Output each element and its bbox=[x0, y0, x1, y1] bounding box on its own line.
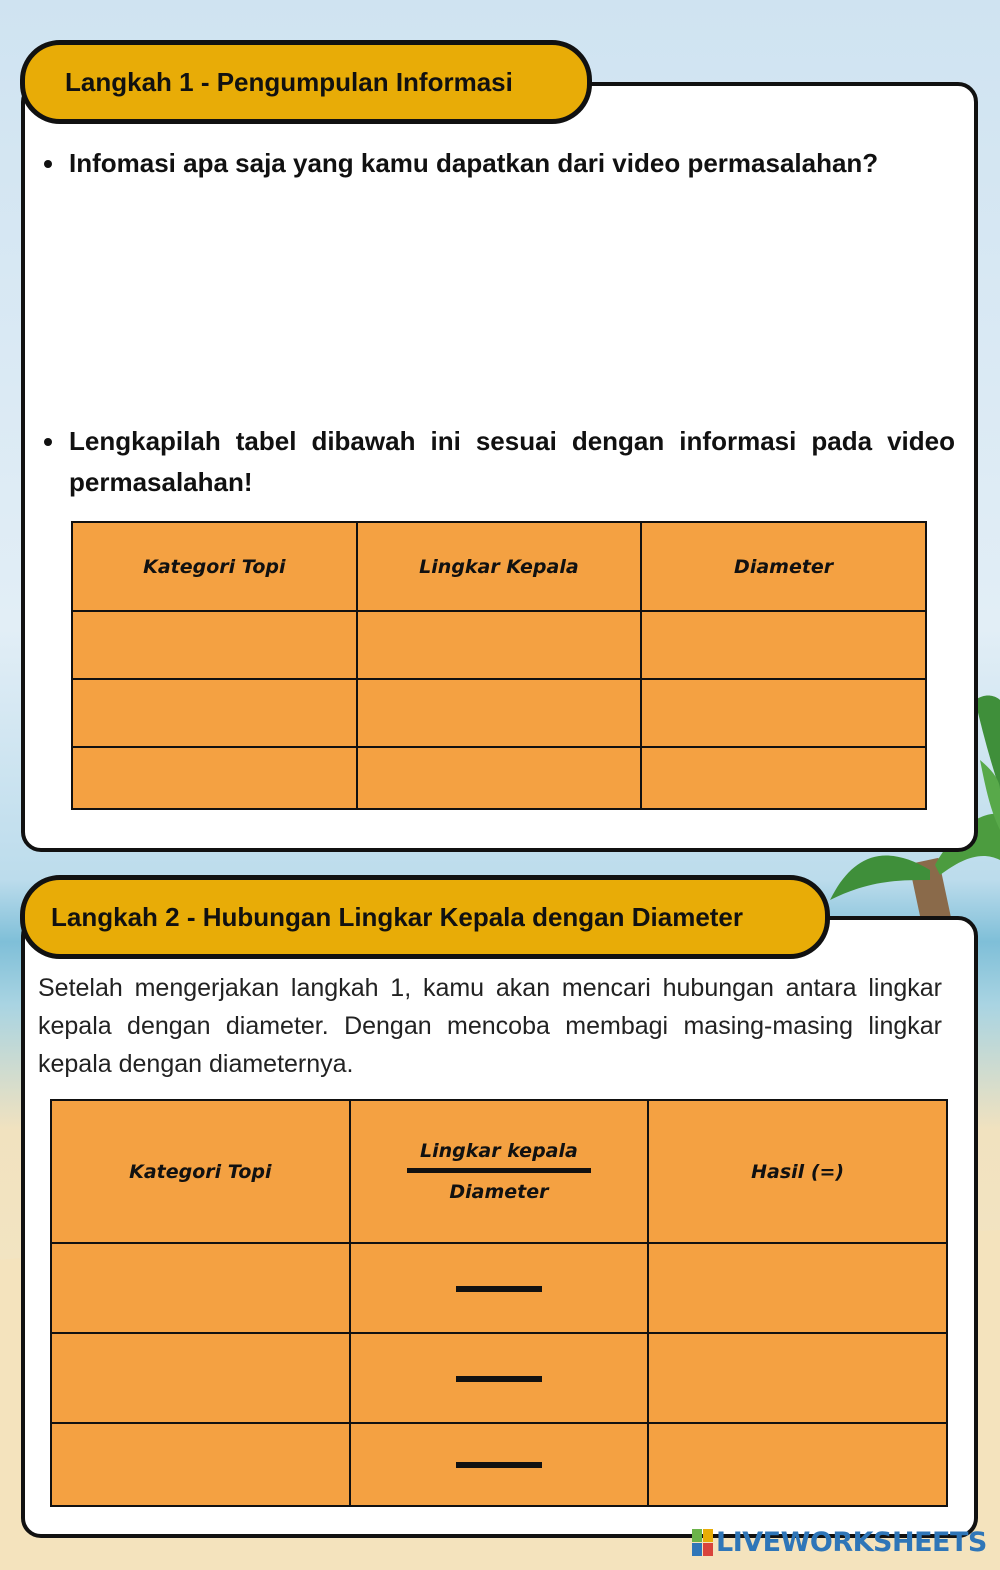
table-row bbox=[72, 611, 926, 679]
fraction-line bbox=[456, 1376, 542, 1382]
cell-input[interactable] bbox=[641, 747, 926, 809]
ratio-table bbox=[50, 1099, 948, 1507]
step2-title: Langkah 2 - Hubungan Lingkar Kepala dengan Diameter bbox=[20, 875, 830, 959]
cell-input[interactable] bbox=[72, 611, 357, 679]
fraction-denominator: Diameter bbox=[449, 1181, 549, 1203]
fraction-line bbox=[456, 1462, 542, 1468]
header-fraction bbox=[350, 1100, 649, 1243]
cell-input[interactable] bbox=[641, 611, 926, 679]
table-row bbox=[72, 747, 926, 809]
logo-mark-icon bbox=[692, 1529, 713, 1556]
cell-input[interactable] bbox=[641, 679, 926, 747]
fraction-cell[interactable] bbox=[350, 1333, 649, 1423]
cell-input[interactable] bbox=[72, 747, 357, 809]
cell-input[interactable] bbox=[648, 1333, 947, 1423]
fraction-line bbox=[456, 1286, 542, 1292]
header-lingkar-kepala: Lingkar Kepala bbox=[357, 522, 642, 611]
cell-input[interactable] bbox=[648, 1243, 947, 1333]
question-info-from-video: Infomasi apa saja yang kamu dapatkan dari video permasalahan? bbox=[69, 143, 955, 184]
logo-text: LIVEWORKSHEETS bbox=[716, 1527, 987, 1558]
cell-input[interactable] bbox=[648, 1423, 947, 1506]
table-row bbox=[51, 1243, 947, 1333]
cell-input[interactable] bbox=[357, 747, 642, 809]
info-table bbox=[71, 521, 927, 810]
cell-input[interactable] bbox=[357, 611, 642, 679]
cell-input[interactable] bbox=[357, 679, 642, 747]
cell-input[interactable] bbox=[51, 1423, 350, 1506]
header-diameter: Diameter bbox=[641, 522, 926, 611]
fraction-cell[interactable] bbox=[350, 1423, 649, 1506]
step1-title: Langkah 1 - Pengumpulan Informasi bbox=[20, 40, 592, 124]
header-hasil: Hasil (=) bbox=[648, 1100, 947, 1243]
cell-input[interactable] bbox=[72, 679, 357, 747]
fraction-cell[interactable] bbox=[350, 1243, 649, 1333]
cell-input[interactable] bbox=[51, 1243, 350, 1333]
table-row bbox=[51, 1423, 947, 1506]
table-row bbox=[72, 679, 926, 747]
question-complete-table: Lengkapilah tabel dibawah ini sesuai dengan informasi pada video permasalahan! bbox=[69, 421, 955, 503]
fraction-numerator: Lingkar kepala bbox=[420, 1140, 578, 1162]
table-row bbox=[51, 1333, 947, 1423]
header-kategori-topi: Kategori Topi bbox=[51, 1100, 350, 1243]
liveworksheets-logo[interactable] bbox=[692, 1527, 987, 1558]
step2-instructions: Setelah mengerjakan langkah 1, kamu akan mencari hubungan antara lingkar kepala dengan diameter. Dengan mencoba membagi masing-masing lingkar kepala dengan diameternya. bbox=[38, 974, 942, 1078]
header-kategori-topi: Kategori Topi bbox=[72, 522, 357, 611]
cell-input[interactable] bbox=[51, 1333, 350, 1423]
